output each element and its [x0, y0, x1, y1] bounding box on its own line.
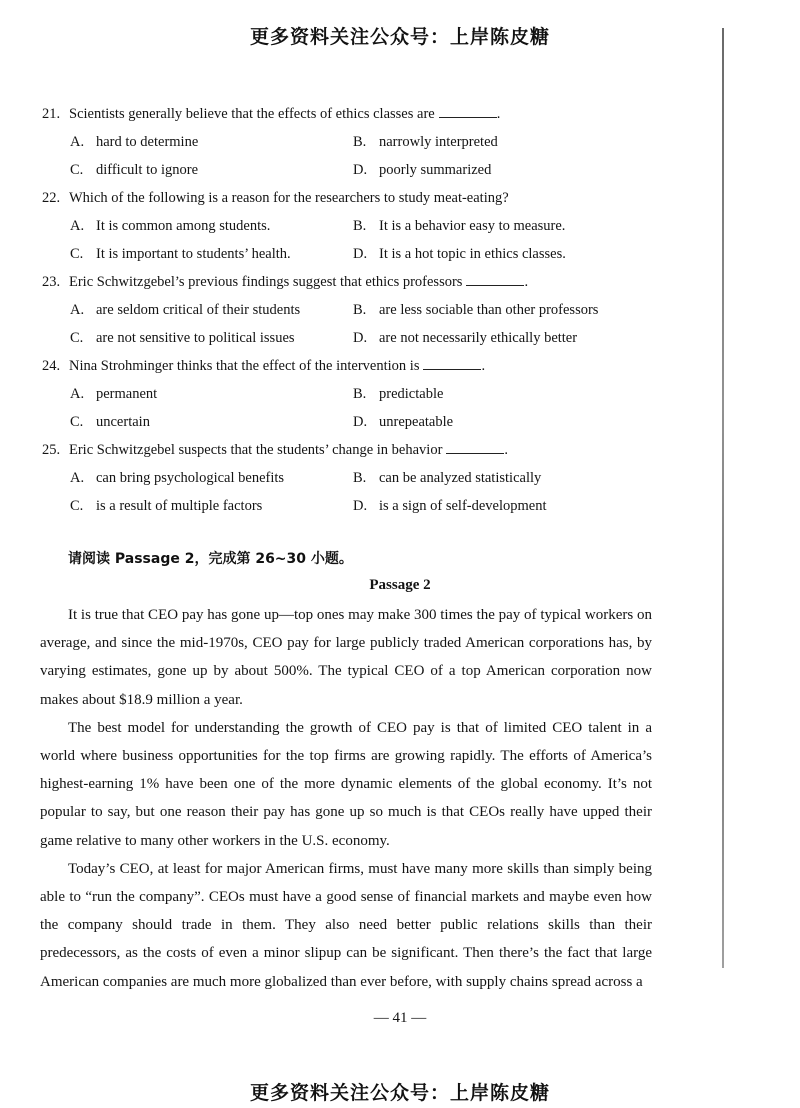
question-stem	[42, 268, 702, 296]
passage-title: Passage 2	[369, 577, 431, 593]
option-letter: B.	[353, 386, 367, 402]
option-row	[42, 380, 702, 408]
question-suffix: .	[524, 274, 529, 290]
option-row	[42, 212, 702, 240]
option-text: is a result of multiple factors	[96, 498, 263, 514]
option-letter: B.	[353, 218, 367, 234]
passage-paragraph: The best model for understanding the growth of CEO pay is that of limited CEO talent in a world where business opportunities for the top firms are growing rapidly. The efforts of America’s highest-earning 1% have been one of the more dynamic elements of the global economy. It’s not popular to say, but one reason their pay has gone up so much is that CEOs really have upped their game relative to many other workers in the U.S. economy.	[40, 719, 652, 849]
question-text: Eric Schwitzgebel’s previous findings suggest that ethics professors	[69, 274, 463, 290]
question-number: 21.	[42, 106, 61, 122]
question-stem	[42, 100, 702, 128]
option-text: It is common among students.	[96, 218, 271, 234]
option-b[interactable]	[353, 380, 443, 408]
header-banner: 更多资料关注公众号：上岸陈皮糖	[249, 26, 550, 48]
option-c[interactable]	[70, 324, 295, 352]
option-c[interactable]	[70, 492, 262, 520]
option-b[interactable]	[353, 296, 598, 324]
option-a[interactable]	[70, 212, 270, 240]
option-letter: D.	[353, 246, 368, 262]
question-22	[42, 184, 702, 268]
question-21	[42, 100, 702, 184]
option-d[interactable]	[353, 156, 491, 184]
option-row	[42, 464, 702, 492]
answer-blank	[423, 355, 481, 370]
option-letter: B.	[353, 302, 367, 318]
option-text: is a sign of self-development	[379, 498, 547, 514]
question-number: 25.	[42, 442, 61, 458]
answer-blank	[466, 271, 524, 286]
option-text: are seldom critical of their students	[96, 302, 301, 318]
question-25	[42, 436, 702, 520]
question-stem	[42, 436, 702, 464]
option-letter: C.	[70, 414, 84, 430]
answer-blank	[439, 103, 497, 118]
option-d[interactable]	[353, 492, 547, 520]
question-text: Eric Schwitzgebel suspects that the students’ change in behavior	[69, 442, 443, 458]
option-row	[42, 296, 702, 324]
option-letter: A.	[70, 302, 85, 318]
question-text: Nina Strohminger thinks that the effect of the intervention is	[69, 358, 420, 374]
option-row	[42, 240, 702, 268]
option-c[interactable]	[70, 240, 291, 268]
question-stem	[42, 352, 702, 380]
answer-blank	[446, 439, 504, 454]
option-a[interactable]	[70, 128, 198, 156]
option-b[interactable]	[353, 212, 565, 240]
option-a[interactable]	[70, 464, 284, 492]
question-24	[42, 352, 702, 436]
question-number: 23.	[42, 274, 61, 290]
footer-banner: 更多资料关注公众号：上岸陈皮糖	[249, 1082, 550, 1104]
option-a[interactable]	[70, 296, 300, 324]
option-b[interactable]	[353, 128, 498, 156]
option-text: are not sensitive to political issues	[96, 330, 295, 346]
option-text: are not necessarily ethically better	[379, 330, 578, 346]
option-letter: B.	[353, 134, 367, 150]
option-letter: A.	[70, 218, 85, 234]
option-letter: A.	[70, 386, 85, 402]
page-number: — 41 —	[373, 1010, 427, 1026]
question-stem	[42, 184, 702, 212]
option-b[interactable]	[353, 464, 541, 492]
option-letter: B.	[353, 470, 367, 486]
option-row	[42, 128, 702, 156]
question-23	[42, 268, 702, 352]
passage-body	[40, 601, 652, 996]
option-d[interactable]	[353, 324, 577, 352]
option-letter: C.	[70, 330, 84, 346]
option-letter: D.	[353, 414, 368, 430]
question-text: Scientists generally believe that the effects of ethics classes are	[69, 106, 435, 122]
option-d[interactable]	[353, 240, 566, 268]
section-instruction: 请阅读 Passage 2，完成第 26~30 小题。	[68, 551, 353, 567]
option-text: uncertain	[96, 414, 150, 430]
option-d[interactable]	[353, 408, 453, 436]
question-list	[42, 100, 702, 520]
option-text: predictable	[379, 386, 444, 402]
option-row	[42, 156, 702, 184]
option-text: It is a hot topic in ethics classes.	[379, 246, 566, 262]
option-c[interactable]	[70, 408, 150, 436]
option-text: It is important to students’ health.	[96, 246, 291, 262]
question-number: 24.	[42, 358, 61, 374]
question-text: Which of the following is a reason for the researchers to study meat-eating?	[69, 190, 509, 206]
option-text: It is a behavior easy to measure.	[379, 218, 566, 234]
question-suffix: .	[481, 358, 486, 374]
option-text: unrepeatable	[379, 414, 454, 430]
option-letter: D.	[353, 498, 368, 514]
option-text: are less sociable than other professors	[379, 302, 599, 318]
passage-paragraph: It is true that CEO pay has gone up—top ones may make 300 times the pay of typical workers on average, and since the mid-1970s, CEO pay for large publicly traded American corporations has, by varying estimates, gone up by about 500%. The typical CEO of a top American corporation now makes about $18.9 million a year.	[40, 607, 652, 708]
option-text: hard to determine	[96, 134, 199, 150]
option-letter: C.	[70, 162, 84, 178]
option-a[interactable]	[70, 380, 157, 408]
option-letter: A.	[70, 470, 85, 486]
passage-paragraph: Today’s CEO, at least for major American firms, must have many more skills than simply being able to “run the company”. CEOs must have a good sense of financial markets and maybe even how the company should trade in them. They also need better public relations skills than their predecessors, as the costs of even a minor slipup can be significant. Then there’s the fact that large American companies are much more globalized than ever before, with supply chains spread across a	[40, 860, 652, 990]
option-text: can bring psychological benefits	[96, 470, 285, 486]
scan-edge-line	[722, 28, 724, 968]
option-text: permanent	[96, 386, 158, 402]
option-c[interactable]	[70, 156, 198, 184]
option-row	[42, 492, 702, 520]
option-row	[42, 324, 702, 352]
option-letter: C.	[70, 246, 84, 262]
option-text: difficult to ignore	[96, 162, 199, 178]
option-text: can be analyzed statistically	[379, 470, 542, 486]
option-letter: A.	[70, 134, 85, 150]
question-suffix: .	[496, 106, 501, 122]
option-text: narrowly interpreted	[379, 134, 498, 150]
option-row	[42, 408, 702, 436]
option-letter: D.	[353, 330, 368, 346]
option-letter: D.	[353, 162, 368, 178]
question-number: 22.	[42, 190, 61, 206]
option-text: poorly summarized	[379, 162, 492, 178]
option-letter: C.	[70, 498, 84, 514]
question-suffix: .	[504, 442, 509, 458]
